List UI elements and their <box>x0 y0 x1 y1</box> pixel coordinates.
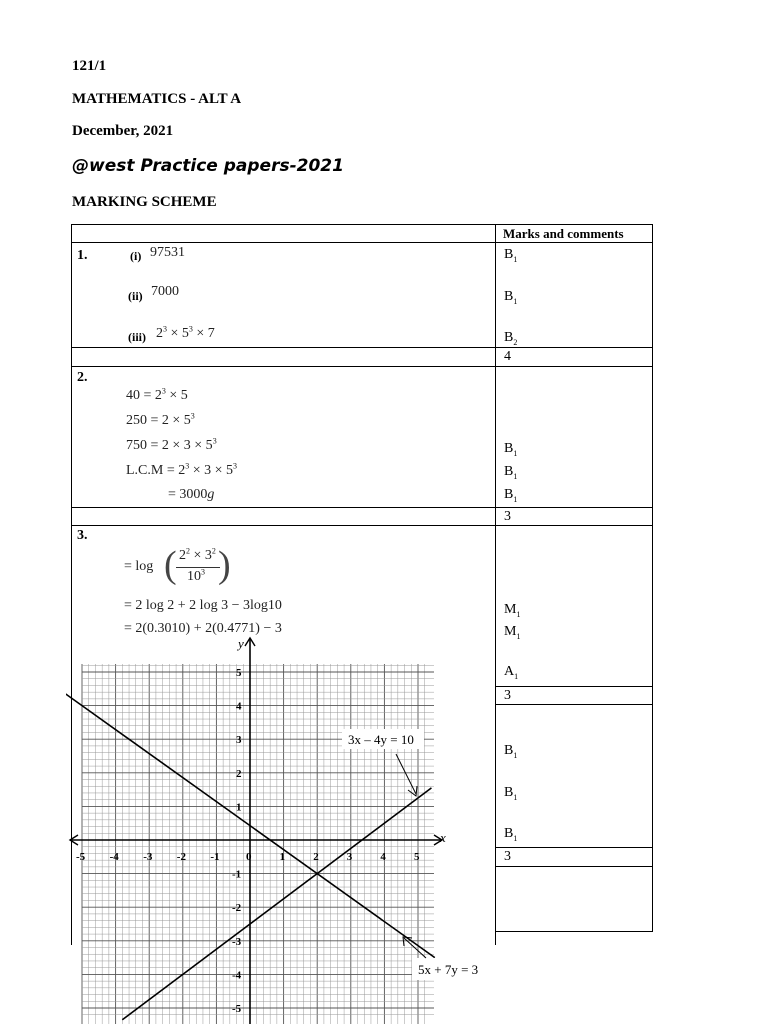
q1-mark-i: $B_1$ <box>504 247 518 264</box>
q1-mark-ii: $B_1$ <box>504 289 518 306</box>
q2-line-2: $250 = 2 \times 5^3$ <box>126 411 195 428</box>
q1-total-cell <box>495 347 653 367</box>
q1-part-i-label: (i) <box>130 249 142 263</box>
q2-mark-3: $B_1$ <box>504 487 518 504</box>
y-tick-label: -3 <box>232 935 242 948</box>
paper-code: 121/1 <box>72 58 107 74</box>
q4-total: 3 <box>504 849 511 864</box>
marking-scheme-title: MARKING SCHEME <box>72 194 217 210</box>
q3-numerator: $2^2 \times 3^2$ <box>179 546 216 563</box>
q2-line-1: $40 = 2^3 \times 5$ <box>126 386 188 403</box>
y-axis-label: y <box>238 636 244 651</box>
q2-total: 3 <box>504 509 511 524</box>
table-header-left <box>71 224 496 243</box>
x-tick-label: 0 <box>246 851 252 863</box>
q2-number: 2. <box>77 370 88 385</box>
q1-part-i-answer: 97531 <box>150 245 185 260</box>
q3-total-cell <box>495 686 653 705</box>
x-tick-label: -1 <box>210 851 220 863</box>
q4-marks-cell <box>495 704 653 848</box>
marks-column-header: Marks and comments <box>503 226 624 241</box>
x-tick-label: -4 <box>109 851 119 863</box>
x-tick-label: -2 <box>176 851 186 863</box>
y-tick-label: -2 <box>232 902 242 915</box>
y-tick-label: -4 <box>232 969 242 982</box>
q3-line-3: = 2(0.3010) + 2(0.4771) − 3 <box>124 621 282 636</box>
q3-mark-3: $A_1$ <box>504 664 519 681</box>
q2-mark-2: $B_1$ <box>504 464 518 481</box>
x-tick-label: 3 <box>346 851 353 863</box>
x-tick-label: 2 <box>313 851 319 863</box>
q1-mark-iii: $B_2$ <box>504 330 518 347</box>
q3-denominator: $10^3$ <box>187 567 205 584</box>
y-tick-label: 1 <box>236 801 242 814</box>
q2-line-4: $L.C.M = 2^3 \times 3 \times 5^3$ <box>126 461 238 478</box>
q3-left-paren: ( <box>164 544 177 586</box>
q2-line-5: = 3000g <box>168 487 215 502</box>
x-tick-label: 5 <box>414 851 420 863</box>
q4-mark-3: $B_1$ <box>504 826 518 843</box>
q1-marks-cell <box>495 242 653 348</box>
x-axis-label: x <box>440 830 446 845</box>
x-tick-label: 4 <box>380 851 386 863</box>
x-tick-label: -5 <box>76 851 86 863</box>
q2-total-cell <box>495 507 653 526</box>
q2-total-spacer <box>71 507 496 526</box>
q1-total-spacer <box>71 347 496 367</box>
q1-part-ii-answer: 7000 <box>151 284 179 299</box>
simultaneous-equations-graph <box>66 636 502 1024</box>
y-tick-label: -5 <box>232 1003 242 1015</box>
q1-number: 1. <box>77 248 88 263</box>
q3-right-paren: ) <box>218 544 231 586</box>
exam-date: December, 2021 <box>72 123 174 139</box>
line-1-label: 3x – 4y = 10 <box>348 732 414 747</box>
q3-mark-2: $M_1$ <box>504 624 521 641</box>
y-tick-label: 4 <box>236 700 242 713</box>
q1-total: 4 <box>504 349 511 364</box>
q4-total-cell <box>495 847 653 867</box>
q5-marks-cell <box>495 866 653 932</box>
x-tick-label: 1 <box>279 851 286 863</box>
q1-part-iii-label: (iii) <box>128 330 146 344</box>
line-1-arrow <box>396 754 416 794</box>
subject-title: MATHEMATICS - ALT A <box>72 91 242 107</box>
q3-line-1-prefix: = log <box>124 559 154 574</box>
q3-number: 3. <box>77 528 88 543</box>
y-tick-label: 5 <box>236 667 242 679</box>
q1-part-iii-answer: $2^3 \times 5^3 \times 7$ <box>156 324 215 341</box>
q3-total: 3 <box>504 688 511 703</box>
x-tick-label: -3 <box>143 851 153 863</box>
brand-title: @west Practice papers-2021 <box>72 156 344 176</box>
line-2-label: 5x + 7y = 3 <box>418 962 479 977</box>
q2-marks-cell <box>495 366 653 508</box>
q1-part-ii-label: (ii) <box>128 289 143 303</box>
y-tick-label: 3 <box>236 734 242 747</box>
q3-fraction-bar <box>176 567 220 568</box>
q3-line-2: = 2 log 2 + 2 log 3 − 3log10 <box>124 598 282 613</box>
q4-mark-1: $B_1$ <box>504 743 518 760</box>
y-tick-label: 2 <box>236 767 242 780</box>
q2-line-3: $750 = 2 \times 3 \times 5^3$ <box>126 436 217 453</box>
q3-mark-1: $M_1$ <box>504 602 521 619</box>
y-tick-label: -1 <box>232 868 242 881</box>
q2-mark-1: $B_1$ <box>504 441 518 458</box>
q4-mark-2: $B_1$ <box>504 785 518 802</box>
